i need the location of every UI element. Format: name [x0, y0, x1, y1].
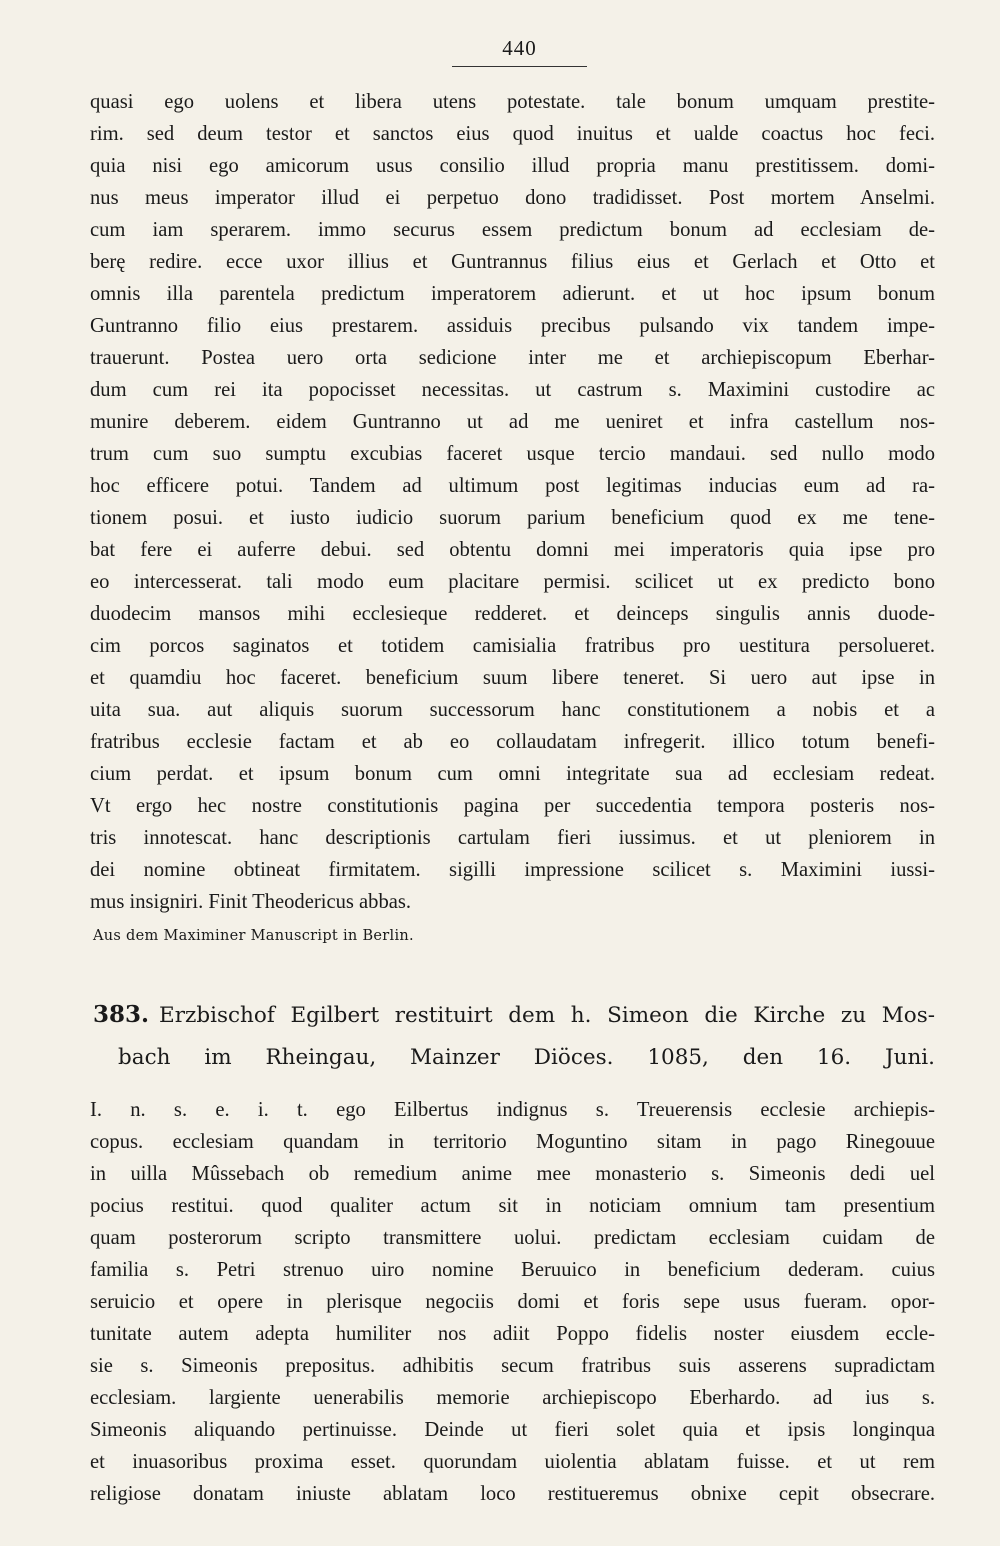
text-line: dum cum rei ita popocisset necessitas. ut castrum s. Maximini custodire ac: [90, 379, 935, 401]
text-line: ecclesiam. largiente uenerabilis memorie archiepiscopo Eberhardo. ad ius s.: [90, 1387, 935, 1409]
text-line: berę redire. ecce uxor illius et Guntrannus filius eius et Gerlach et Otto et: [90, 251, 935, 273]
text-line: familia s. Petri strenuo uiro nomine Beruuico in beneficium dederam. cuius: [90, 1259, 935, 1281]
text-line: et quamdiu hoc faceret. beneficium suum libere teneret. Si uero aut ipse in: [90, 667, 935, 689]
text-line: hoc efficere potui. Tandem ad ultimum post legitimas inducias eum ad ra-: [90, 475, 935, 497]
text-line: trum cum suo sumptu excubias faceret usque tercio mandaui. sed nullo modo: [90, 443, 935, 465]
text-line: in uilla Mûssebach ob remedium anime mee monasterio s. Simeonis dedi uel: [90, 1163, 935, 1185]
text-line: omnis illa parentela predictum imperatorem adierunt. et ut hoc ipsum bonum: [90, 283, 935, 305]
text-line: eo intercesserat. tali modo eum placitare permisi. scilicet ut ex predicto bono: [90, 571, 935, 593]
text-line: tunitate autem adepta humiliter nos adiit Poppo fidelis noster eiusdem eccle-: [90, 1323, 935, 1345]
document-heading-cont: [118, 1043, 935, 1073]
text-line: religiose donatam iniuste ablatam loco restitueremus obnixe cepit obsecrare.: [90, 1483, 935, 1505]
text-line: I. n. s. e. i. t. ego Eilbertus indignus s. Treuerensis ecclesie archiepis-: [90, 1099, 935, 1121]
text-line: cim porcos saginatos et totidem camisialia fratribus pro uestitura persolueret.: [90, 635, 935, 657]
text-line: bat fere ei auferre debui. sed obtentu domni mei imperatoris quia ipse pro: [90, 539, 935, 561]
text-line: copus. ecclesiam quandam in territorio Moguntino sitam in pago Rinegouue: [90, 1131, 935, 1153]
text-line: seruicio et opere in plerisque negociis domi et foris sepe usus fueram. opor-: [90, 1291, 935, 1313]
text-line: rim. sed deum testor et sanctos eius quod inuitus et ualde coactus hoc feci.: [90, 123, 935, 145]
source-note: Aus dem Maximiner Manuscript in Berlin.: [93, 928, 414, 944]
text-line: nus meus imperator illud ei perpetuo dono tradidisset. Post mortem Anselmi.: [90, 187, 935, 209]
text-line: tionem posui. et iusto iudicio suorum parium beneficium quod ex me tene-: [90, 507, 935, 529]
text-line: cium perdat. et ipsum bonum cum omni integritate sua ad ecclesiam redeat.: [90, 763, 935, 785]
text-line: mus insigniri. Finit Theodericus abbas.: [90, 891, 412, 913]
text-line: trauerunt. Postea uero orta sedicione inter me et archiepiscopum Eberhar-: [90, 347, 935, 369]
text-line: uita sua. aut aliquis suorum successorum hanc constitutionem a nobis et a: [90, 699, 935, 721]
text-line: dei nomine obtineat firmitatem. sigilli impressione scilicet s. Maximini iussi-: [90, 859, 935, 881]
text-line: cum iam sperarem. immo securus essem predictum bonum ad ecclesiam de-: [90, 219, 935, 241]
page-number: 440: [502, 36, 537, 60]
text-line: munire deberem. eidem Guntranno ut ad me ueniret et infra castellum nos-: [90, 411, 935, 433]
text-line: Vt ergo hec nostre constitutionis pagina per succedentia tempora posteris nos-: [90, 795, 935, 817]
heading-line-1: Erzbischof Egilbert restituirt dem h. Simeon die Kirche zu Mos-: [159, 1003, 935, 1028]
text-line: quia nisi ego amicorum usus consilio illud propria manu prestitissem. domi-: [90, 155, 935, 177]
text-line: sie s. Simeonis prepositus. adhibitis secum fratribus suis asserens supradictam: [90, 1355, 935, 1377]
text-line: et inuasoribus proxima esset. quorundam uiolentia ablatam fuisse. et ut rem: [90, 1451, 935, 1473]
text-line: Guntranno filio eius prestarem. assiduis precibus pulsando vix tandem impe-: [90, 315, 935, 337]
text-line: duodecim mansos mihi ecclesieque redderet. et deinceps singulis annis duode-: [90, 603, 935, 625]
text-line: fratribus ecclesie factam et ab eo collaudatam infregerit. illico totum benefi-: [90, 731, 935, 753]
text-line: quam posterorum scripto transmittere uolui. predictam ecclesiam cuidam de: [90, 1227, 935, 1249]
text-line: quasi ego uolens et libera utens potestate. tale bonum umquam prestite-: [90, 91, 935, 113]
text-line: pocius restitui. quod qualiter actum sit in noticiam omnium tam presentium: [90, 1195, 935, 1217]
heading-line-2: bach im Rheingau, Mainzer Diöces. 1085, den 16. Juni.: [118, 1045, 935, 1070]
text-line: tris innotescat. hanc descriptionis cartulam fieri iussimus. et ut pleniorem in: [90, 827, 935, 849]
document-heading: [93, 1000, 935, 1031]
text-line: Simeonis aliquando pertinuisse. Deinde ut fieri solet quia et ipsis longinqua: [90, 1419, 935, 1441]
document-number: 383.: [93, 1001, 150, 1028]
page-number-rule: [452, 66, 587, 67]
